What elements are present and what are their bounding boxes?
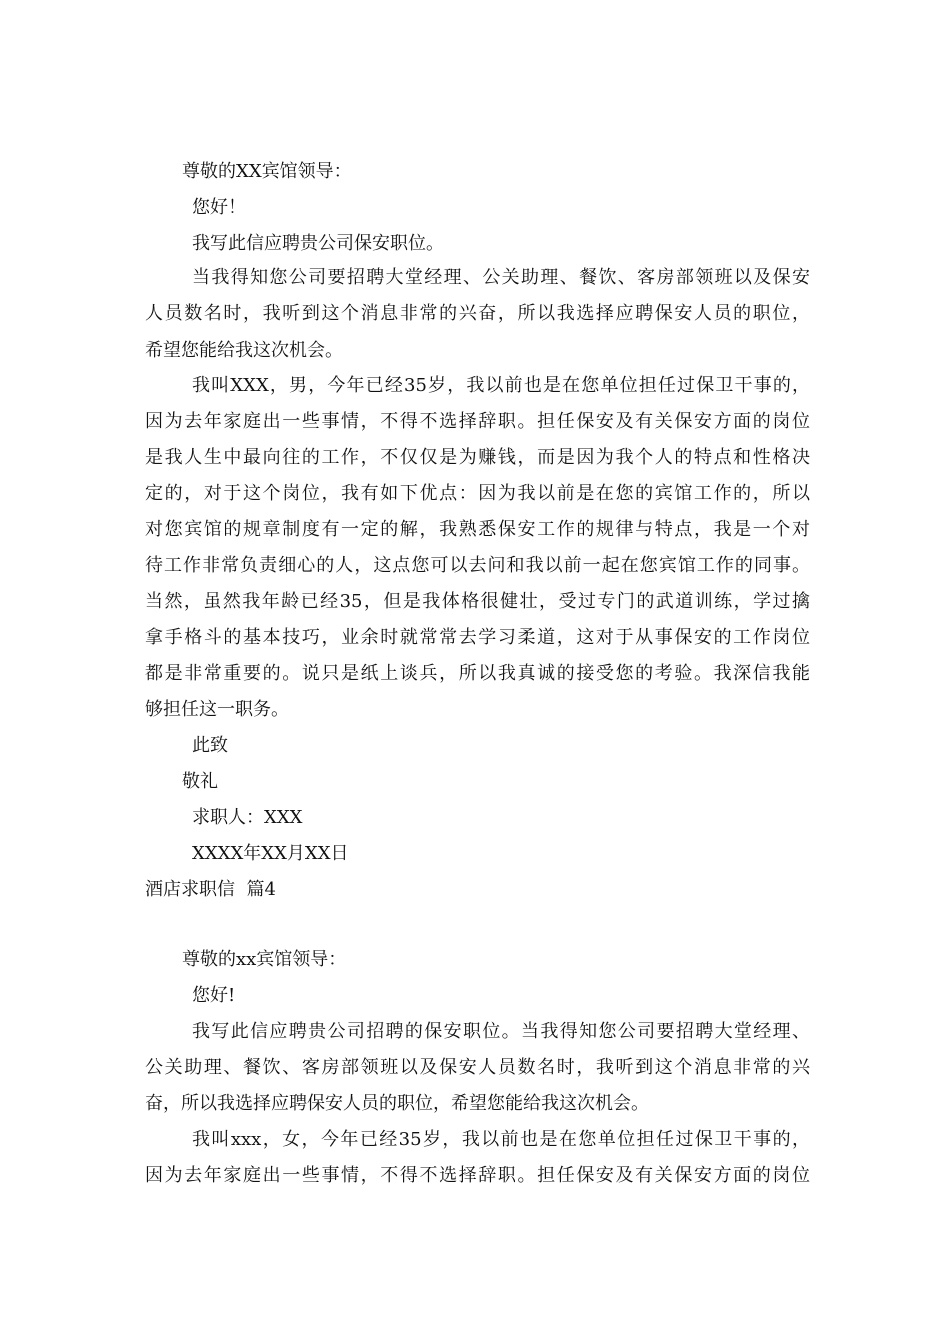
letter1-intro: 我写此信应聘贵公司保安职位。 bbox=[192, 233, 444, 254]
letter1-p2-line: 都是非常重要的。说只是纸上谈兵，所以我真诚的接受您的考验。我深信我能 bbox=[145, 663, 810, 684]
letter1-closing-2: 敬礼 bbox=[182, 771, 218, 792]
letter1-p2-line: 因为去年家庭出一些事情，不得不选择辞职。担任保安及有关保安方面的岗位 bbox=[145, 411, 810, 432]
letter2-p2-line: 我叫xxx，女，今年已经35岁，我以前也是在您单位担任过保卫干事的， bbox=[192, 1129, 810, 1150]
letter1-p2-line: 对您宾馆的规章制度有一定的解，我熟悉保安工作的规律与特点，我是一个对 bbox=[145, 519, 810, 540]
letter1-salutation: 尊敬的XX宾馆领导： bbox=[182, 161, 352, 182]
letter1-p2-line: 我叫XXX，男，今年已经35岁，我以前也是在您单位担任过保卫干事的， bbox=[192, 375, 810, 396]
letter1-closing-1: 此致 bbox=[192, 735, 228, 756]
letter1-p1-line: 希望您能给我这次机会。 bbox=[145, 340, 343, 361]
letter2-p1-line: 我写此信应聘贵公司招聘的保安职位。当我得知您公司要招聘大堂经理、 bbox=[192, 1021, 810, 1042]
letter1-p2-line: 拿手格斗的基本技巧，业余时就常常去学习柔道，这对于从事保安的工作岗位 bbox=[145, 627, 810, 648]
letter1-p2-line: 是我人生中最向往的工作，不仅仅是为赚钱，而是因为我个人的特点和性格决 bbox=[145, 447, 810, 468]
section-heading: 酒店求职信 篇4 bbox=[145, 879, 276, 900]
letter2-salutation: 尊敬的xx宾馆领导： bbox=[182, 949, 347, 970]
letter2-p1-line: 公关助理、餐饮、客房部领班以及保安人员数名时，我听到这个消息非常的兴 bbox=[145, 1057, 810, 1078]
letter1-p2-line: 当然，虽然我年龄已经35，但是我体格很健壮，受过专门的武道训练，学过擒 bbox=[145, 591, 810, 612]
letter2-p1-line: 奋，所以我选择应聘保安人员的职位，希望您能给我这次机会。 bbox=[145, 1093, 649, 1114]
letter1-date: XXXX年XX月XX日 bbox=[192, 843, 349, 864]
letter1-greeting: 您好！ bbox=[192, 197, 246, 218]
letter2-greeting: 您好! bbox=[192, 985, 236, 1006]
letter1-signer: 求职人：XXX bbox=[192, 807, 303, 828]
letter2-p2-line: 因为去年家庭出一些事情，不得不选择辞职。担任保安及有关保安方面的岗位 bbox=[145, 1165, 810, 1186]
letter1-p2-line: 待工作非常负责细心的人，这点您可以去问和我以前一起在您宾馆工作的同事。 bbox=[145, 555, 810, 576]
letter1-p1-line: 人员数名时，我听到这个消息非常的兴奋，所以我选择应聘保安人员的职位， bbox=[145, 303, 810, 324]
letter1-p1-line: 当我得知您公司要招聘大堂经理、公关助理、餐饮、客房部领班以及保安 bbox=[192, 267, 810, 288]
letter1-p2-line: 定的，对于这个岗位，我有如下优点：因为我以前是在您的宾馆工作的，所以 bbox=[145, 483, 810, 504]
letter1-p2-line: 够担任这一职务。 bbox=[145, 699, 289, 720]
